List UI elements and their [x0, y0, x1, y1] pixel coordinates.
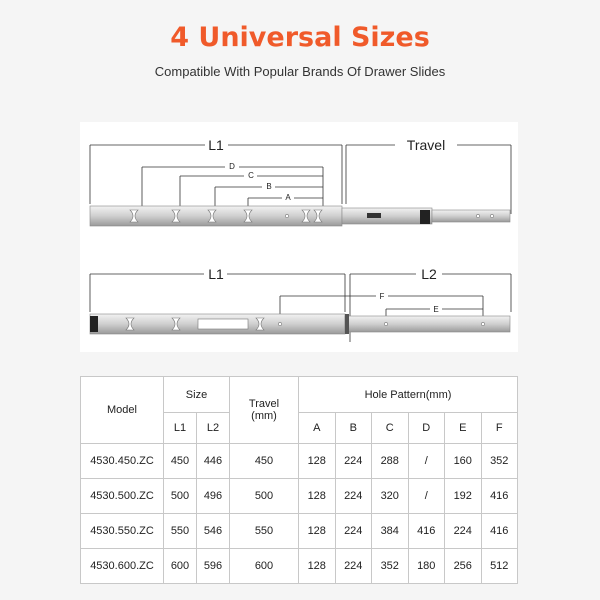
- cell-f: 416: [481, 514, 518, 549]
- page-subtitle: Compatible With Popular Brands Of Drawer Slides: [154, 64, 446, 79]
- bottom-l2-label: L2: [421, 266, 437, 282]
- cell-l2: 546: [197, 514, 230, 549]
- header-travel-label: Travel: [248, 398, 280, 410]
- cell-l1: 450: [164, 444, 197, 479]
- cell-b: 224: [335, 479, 372, 514]
- cell-travel: 450: [230, 444, 299, 479]
- cell-e: 224: [445, 514, 482, 549]
- cell-a: 128: [299, 479, 336, 514]
- top-d-label: D: [229, 162, 235, 171]
- header-model: Model: [81, 377, 164, 444]
- table-row: [81, 514, 518, 549]
- page-title: 4 Universal Sizes: [170, 22, 430, 53]
- cell-l2: 596: [197, 549, 230, 584]
- header-hole-pattern: Hole Pattern(mm): [299, 377, 518, 413]
- cell-l2: 496: [197, 479, 230, 514]
- cell-b: 224: [335, 514, 372, 549]
- table-row: [81, 444, 518, 479]
- cell-a: 128: [299, 549, 336, 584]
- header-e: E: [445, 413, 482, 444]
- cell-f: 352: [481, 444, 518, 479]
- cell-d: /: [408, 479, 445, 514]
- cell-model: 4530.550.ZC: [81, 514, 164, 549]
- header-travel-unit: (mm): [251, 410, 277, 422]
- cell-b: 224: [335, 549, 372, 584]
- cell-d: 416: [408, 514, 445, 549]
- top-c-label: C: [248, 171, 254, 180]
- cell-d: /: [408, 444, 445, 479]
- cell-l1: 550: [164, 514, 197, 549]
- header-d: D: [408, 413, 445, 444]
- top-a-label: A: [285, 193, 291, 202]
- cell-f: 416: [481, 479, 518, 514]
- cell-b: 224: [335, 444, 372, 479]
- cell-a: 128: [299, 514, 336, 549]
- cell-e: 160: [445, 444, 482, 479]
- cell-travel: 550: [230, 514, 299, 549]
- cell-travel: 600: [230, 549, 299, 584]
- header-b: B: [335, 413, 372, 444]
- cell-l1: 500: [164, 479, 197, 514]
- cell-model: 4530.450.ZC: [81, 444, 164, 479]
- header-l1: L1: [164, 413, 197, 444]
- cell-c: 384: [372, 514, 409, 549]
- top-b-label: B: [266, 182, 272, 191]
- cell-model: 4530.600.ZC: [81, 549, 164, 584]
- cell-a: 128: [299, 444, 336, 479]
- header-f: F: [481, 413, 518, 444]
- slide-dimension-diagram: [80, 122, 518, 352]
- header-l2: L2: [197, 413, 230, 444]
- header-c: C: [372, 413, 409, 444]
- cell-c: 288: [372, 444, 409, 479]
- cell-travel: 500: [230, 479, 299, 514]
- cell-l2: 446: [197, 444, 230, 479]
- cell-c: 352: [372, 549, 409, 584]
- cell-l1: 600: [164, 549, 197, 584]
- top-l1-label: L1: [208, 137, 224, 153]
- header-size: Size: [164, 377, 230, 413]
- top-slide-rail: [90, 206, 510, 226]
- bottom-f-label: F: [379, 292, 385, 301]
- header-a: A: [299, 413, 336, 444]
- header-travel: [230, 377, 299, 444]
- cell-f: 512: [481, 549, 518, 584]
- slide-diagram-svg: [80, 122, 518, 352]
- top-travel-label: Travel: [406, 137, 446, 153]
- cell-d: 180: [408, 549, 445, 584]
- table-row: [81, 549, 518, 584]
- cell-e: 256: [445, 549, 482, 584]
- bottom-slide-rail: [90, 314, 510, 334]
- bottom-e-label: E: [433, 305, 439, 314]
- cell-c: 320: [372, 479, 409, 514]
- cell-e: 192: [445, 479, 482, 514]
- bottom-l1-label: L1: [208, 266, 224, 282]
- cell-model: 4530.500.ZC: [81, 479, 164, 514]
- size-spec-table: [80, 376, 518, 584]
- table-row: [81, 479, 518, 514]
